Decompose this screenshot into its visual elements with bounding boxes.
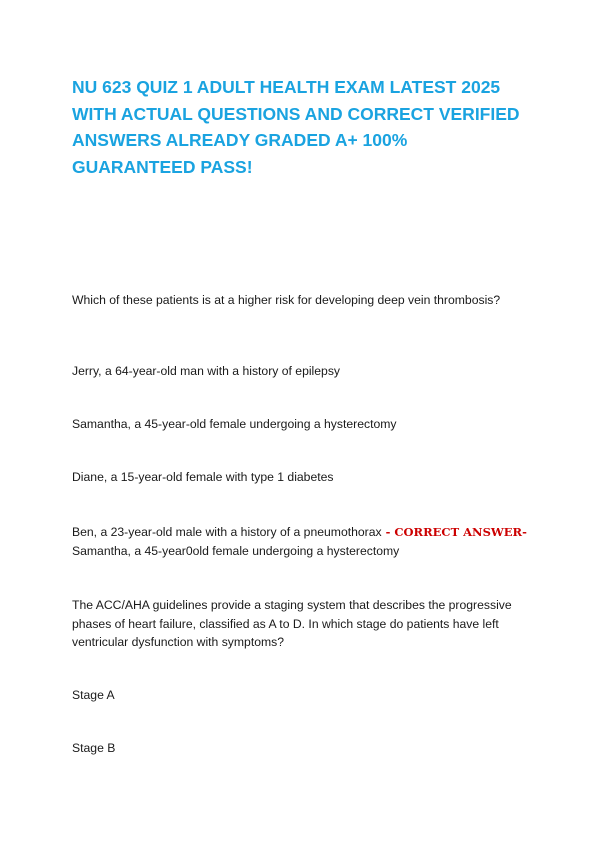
question-2: The ACC/AHA guidelines provide a staging system that describes the progressive phases of heart failure, classified as A to D. In which stage do patients have left ventricular dysfunction with symptoms?	[72, 598, 512, 649]
question-1-answer: Samantha, a 45-year0old female undergoing a hysterectomy	[72, 543, 400, 558]
question-2-option-1: Stage A	[72, 688, 115, 702]
question-1-option-2: Samantha, a 45-year-old female undergoing a hysterectomy	[72, 417, 397, 431]
question-1: Which of these patients is at a higher risk for developing deep vein thrombosis?	[72, 293, 501, 307]
question-1-option-3: Diane, a 15-year-old female with type 1 diabetes	[72, 470, 334, 484]
question-1-option-4-with-answer	[72, 523, 542, 560]
correct-answer-marker: - CORRECT ANSWER-	[381, 525, 527, 539]
question-1-option-4: Ben, a 23-year-old male with a history of a pneumothorax	[72, 525, 382, 539]
question-1-option-1: Jerry, a 64-year-old man with a history of epilepsy	[72, 364, 341, 378]
question-2-option-2: Stage B	[72, 741, 116, 755]
document-title: NU 623 QUIZ 1 ADULT HEALTH EXAM LATEST 2025 WITH ACTUAL QUESTIONS AND CORRECT VERIFIED ANSWERS ALREADY GRADED A+ 100% GUARANTEED PASS!	[72, 77, 520, 177]
